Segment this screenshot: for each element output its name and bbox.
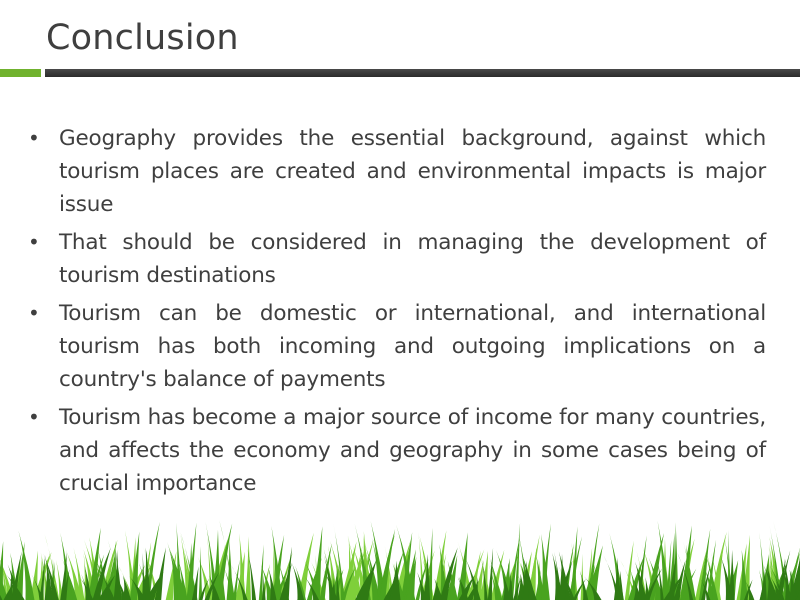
bullet-item: [24, 122, 766, 221]
bullet-icon: •: [28, 126, 40, 150]
grass-blade: [280, 563, 292, 600]
bullet-icon: •: [28, 405, 40, 429]
bullet-icon: •: [28, 230, 40, 254]
title-divider: [45, 69, 800, 77]
bullet-item: [24, 401, 766, 500]
bullet-icon: •: [28, 301, 40, 325]
bullet-item: [24, 226, 766, 292]
bullet-text: Geography provides the essential background, against which tourism places are created and environmental impacts is major issue: [59, 126, 766, 217]
bullet-text: That should be considered in managing the development of tourism destinations: [59, 230, 766, 288]
grass-blade: [155, 547, 166, 600]
bullet-text: Tourism has become a major source of income for many countries, and affects the economy and geography in some cases being of crucial importance: [59, 405, 766, 496]
grass-blade: [581, 554, 584, 600]
grass-blade: [199, 546, 203, 600]
title-accent-bar: [0, 69, 41, 77]
slide-title: Conclusion: [46, 18, 239, 58]
grass-blade: [245, 536, 251, 600]
bullet-item: [24, 297, 766, 396]
bullet-list: [24, 122, 766, 505]
grass-decoration: [0, 510, 800, 600]
bullet-text: Tourism can be domestic or international, and international tourism has both incoming and outgoing implications on a country's balance of payments: [59, 301, 766, 392]
grass-blade: [123, 576, 131, 600]
